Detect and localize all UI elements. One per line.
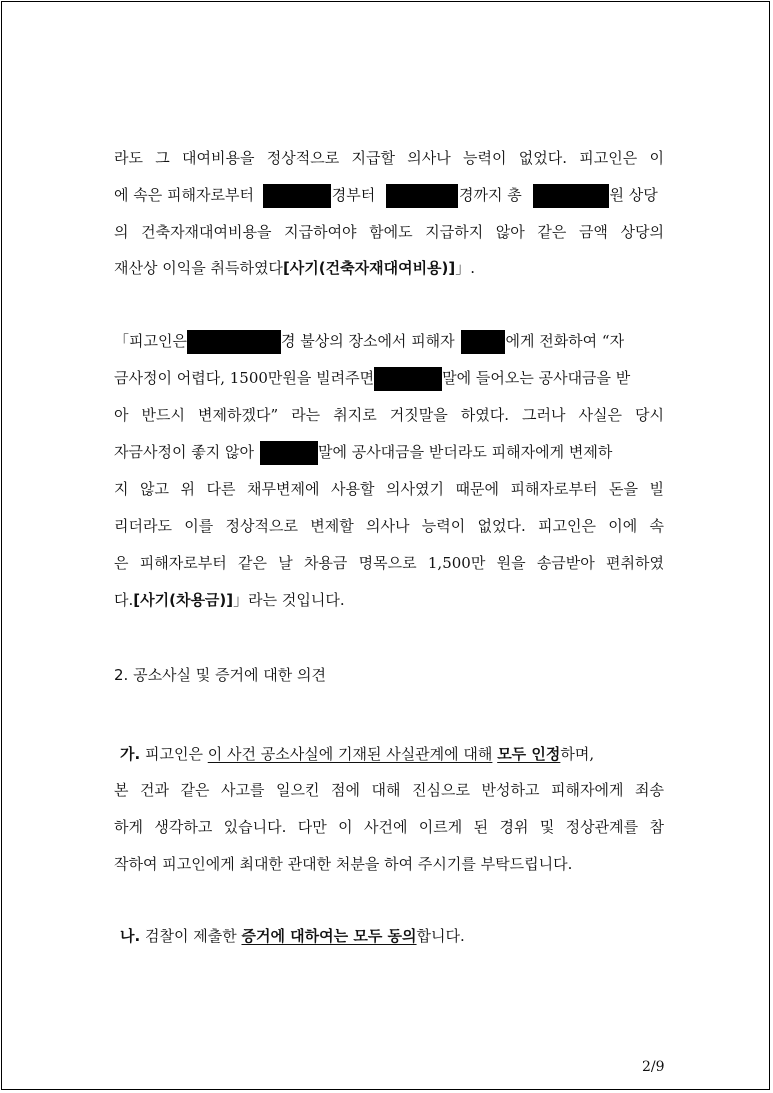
item-na-emphasis: 증거에 대하여는 모두 동의 xyxy=(241,927,417,945)
item-ga-underlined-text: 이 사건 공소사실에 기재된 사실관계에 대해 xyxy=(207,745,493,763)
page-number: 2/9 xyxy=(642,1059,665,1075)
para2-line8-text-c: 」라는 것입니다. xyxy=(233,591,345,609)
redaction-box xyxy=(374,367,442,391)
redaction-box xyxy=(263,184,331,208)
item-ga-text-d: 하며, xyxy=(560,745,595,763)
para1-line2-text-b: 경부터 xyxy=(331,186,376,204)
item-marker-na: 나. xyxy=(120,927,141,945)
para1-line2-text-d: 원 상당 xyxy=(609,186,658,204)
item-marker-ga: 가. xyxy=(120,745,141,763)
para2-line4 xyxy=(114,439,664,465)
redaction-box xyxy=(187,330,281,354)
item-ga-emphasis: 모두 인정 xyxy=(497,745,561,763)
para2-line5: 지 않고 위 다른 채무변제에 사용할 의사였기 때문에 피해자로부터 돈을 빌 xyxy=(114,480,664,498)
para2-line1-text-c: 에게 전화하여 “자 xyxy=(505,332,625,350)
redaction-box xyxy=(386,184,458,208)
document-page xyxy=(1,1,770,1090)
para2-line1-text-b: 경 불상의 장소에서 피해자 xyxy=(280,332,455,350)
charge-label: [사기(차용금)] xyxy=(133,591,234,609)
item-na-text-c: 합니다. xyxy=(416,927,465,945)
redaction-box xyxy=(461,330,505,354)
para1-line3: 의 건축자재대여비용을 지급하여야 함에도 지급하지 않아 같은 금액 상당의 xyxy=(114,223,664,241)
item-ga-line3: 하게 생각하고 있습니다. 다만 이 사건에 이르게 된 경위 및 정상관계를 참 xyxy=(114,818,664,836)
para2-line4-text-a: 자금사정이 좋지 않아 xyxy=(114,443,254,461)
para2-line8-text-a: 다. xyxy=(114,591,134,609)
item-ga-text-a: 피고인은 xyxy=(144,745,203,763)
para2-line8 xyxy=(114,587,664,613)
para2-line1-text-a: 「피고인은 xyxy=(114,332,187,350)
item-ga-line4: 작하여 피고인에게 최대한 관대한 처분을 하여 주시기를 부탁드립니다. xyxy=(114,855,573,873)
item-ga-line2: 본 건과 같은 사고를 일으킨 점에 대해 진심으로 반성하고 피해자에게 죄송 xyxy=(114,781,664,799)
para1-line2-text-c: 경까지 총 xyxy=(459,186,522,204)
para2-line2-text-a: 금사정이 어렵다, 1500만원을 빌려주면 xyxy=(114,369,375,387)
para2-line2 xyxy=(114,365,664,391)
para1-line4-text-c: 」. xyxy=(455,259,476,277)
charge-label: [사기(건축자재대여비용)] xyxy=(282,259,456,277)
redaction-box xyxy=(260,441,318,465)
para2-line4-text-b: 말에 공사대금을 받더라도 피해자에게 변제하 xyxy=(317,443,613,461)
para2-line2-text-b: 말에 들어오는 공사대금을 받 xyxy=(442,369,631,387)
item-na-text-a: 검찰이 제출한 xyxy=(144,927,237,945)
para2-line7: 은 피해자로부터 같은 날 차용금 명목으로 1,500만 원을 송금받아 편취하였 xyxy=(114,554,664,572)
redaction-box xyxy=(533,184,609,208)
item-na-line1 xyxy=(120,923,664,949)
para1-line2-text-a: 에 속은 피해자로부터 xyxy=(114,186,254,204)
section-heading: 2. 공소사실 및 증거에 대한 의견 xyxy=(114,666,327,684)
item-ga-line1 xyxy=(120,741,664,767)
para2-line3: 아 반드시 변제하겠다” 라는 취지로 거짓말을 하였다. 그러나 사실은 당시 xyxy=(114,406,664,424)
para2-line1 xyxy=(114,328,664,354)
para1-line2 xyxy=(114,182,664,208)
para2-line6: 리더라도 이를 정상적으로 변제할 의사나 능력이 없었다. 피고인은 이에 속 xyxy=(114,517,664,535)
para1-line4 xyxy=(114,255,664,281)
para1-line4-text-a: 재산상 이익을 취득하였다 xyxy=(114,259,283,277)
para1-line1: 라도 그 대여비용을 정상적으로 지급할 의사나 능력이 없었다. 피고인은 이 xyxy=(114,149,664,167)
